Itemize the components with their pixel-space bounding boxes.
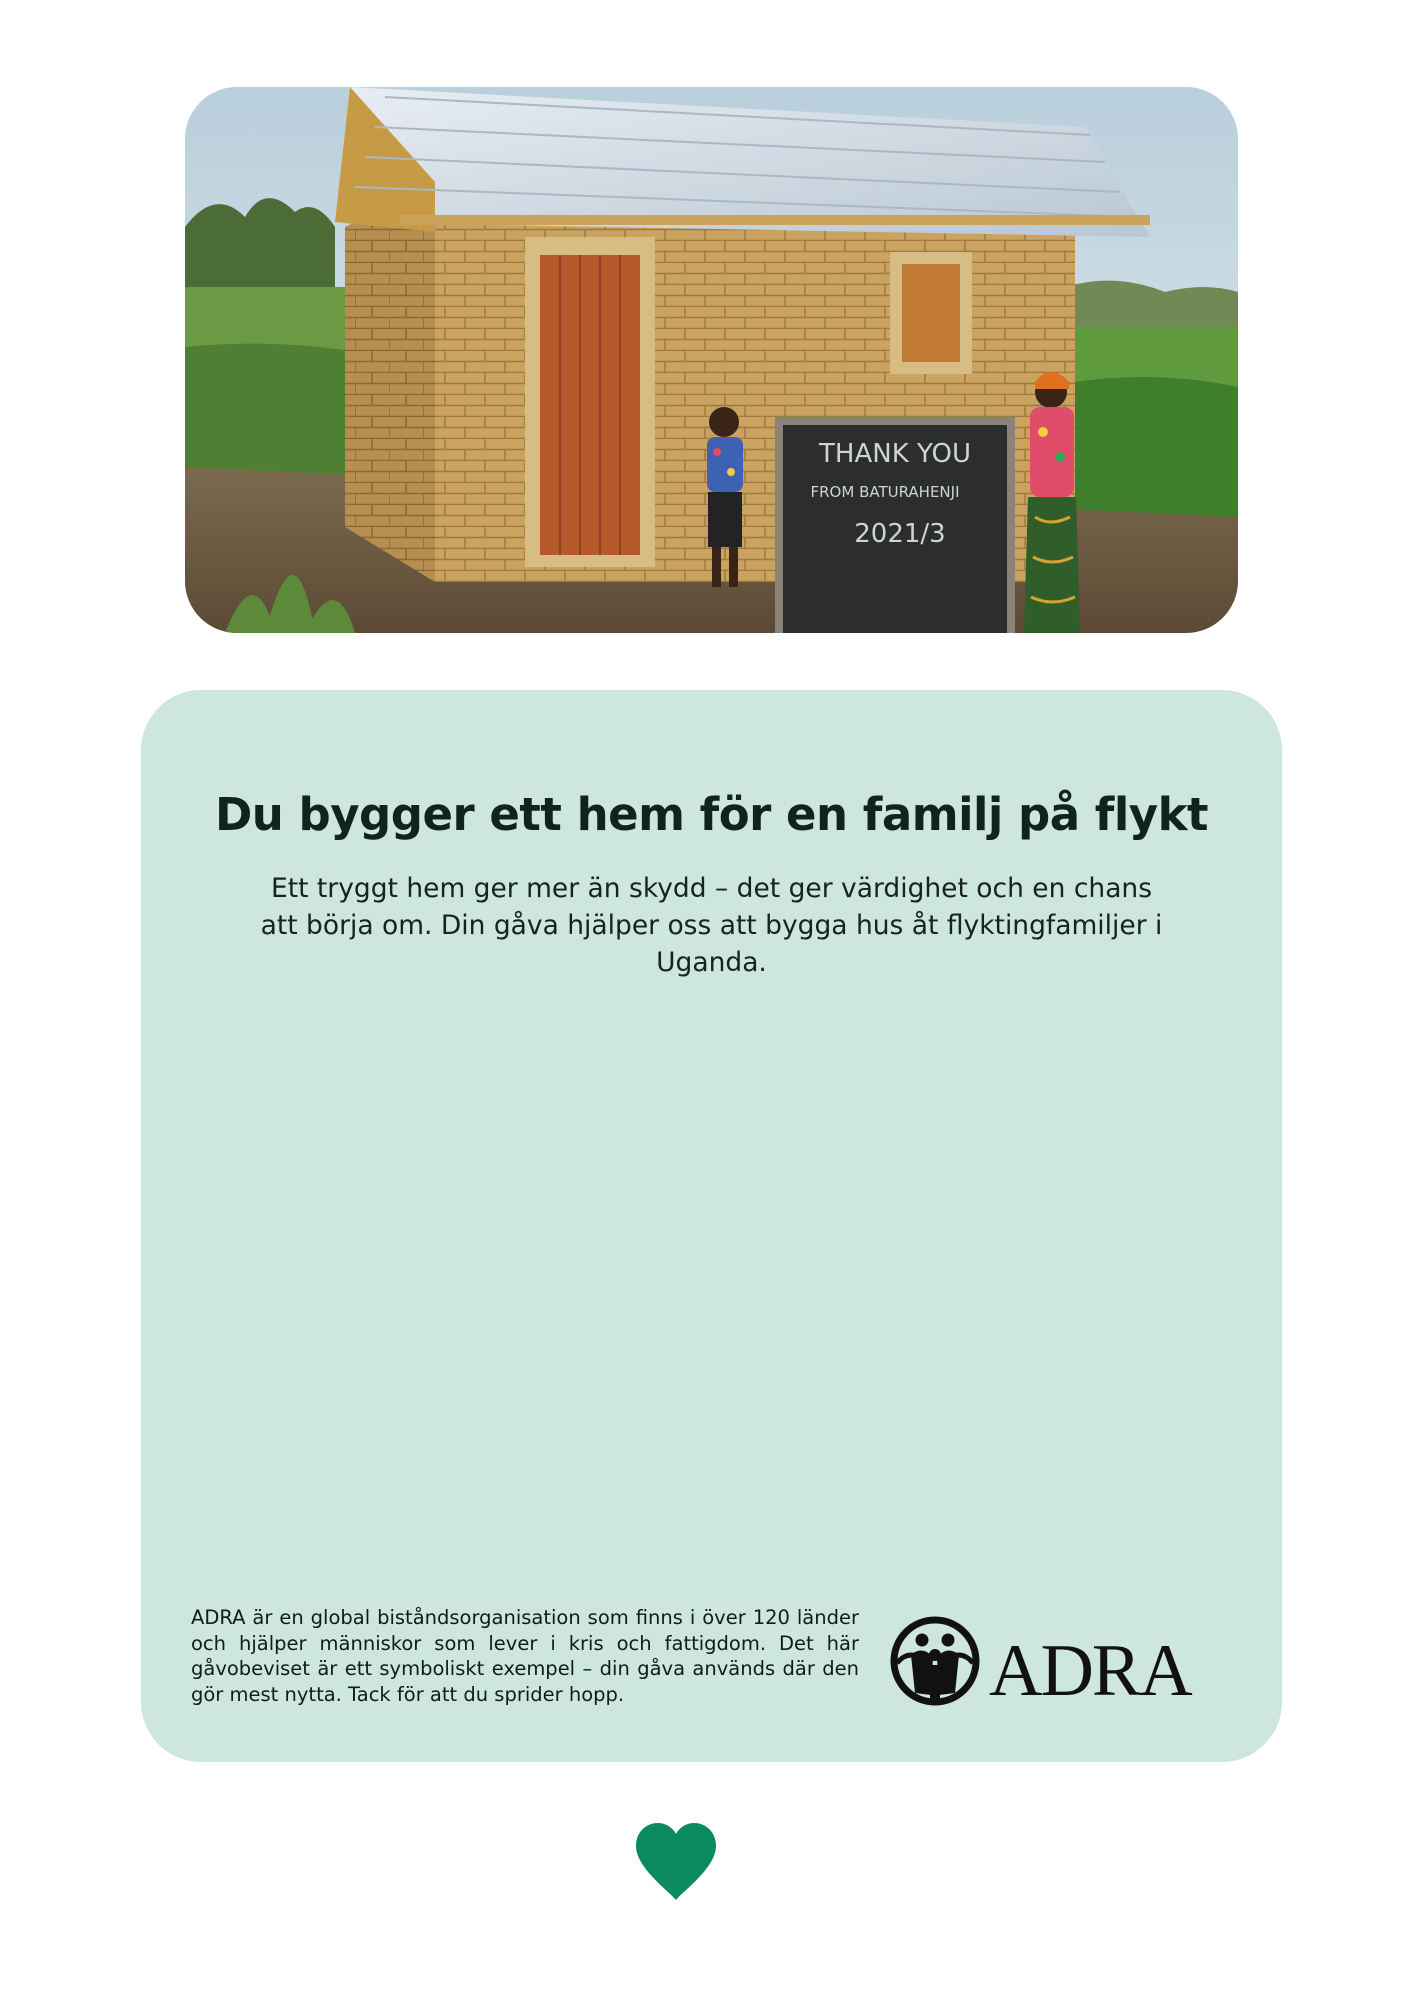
woman-figure (1024, 372, 1080, 633)
adra-emblem-icon (894, 1620, 976, 1702)
chalkboard-line-2: FROM BATURAHENJI (810, 483, 960, 501)
chalkboard (775, 417, 1015, 633)
chalkboard-line-3: 2021/3 (854, 519, 946, 549)
heart-icon (634, 1822, 718, 1902)
adra-wordmark: ADRA (989, 1630, 1191, 1712)
info-card (141, 690, 1282, 1762)
house-illustration (185, 87, 1238, 633)
house-photo (185, 87, 1238, 633)
lead-paragraph: Ett tryggt hem ger mer än skydd – det ger värdighet och en chans att börja om. Din gåva hjälper oss att bygga hus åt flyktingfamiljer i Uganda. (260, 873, 1163, 978)
about-adra-text: ADRA är en global biståndsorganisation som finns i över 120 länder och hjälper människor som lever i kris och fattigdom. Det här gåvobeviset är ett symboliskt exempel – din gåva används där den gör mest nytta. Tack för att du sprider hopp. (191, 1606, 859, 1706)
page-title: Du bygger ett hem för en familj på flykt (214, 788, 1209, 841)
adra-logo (889, 1615, 1239, 1711)
chalkboard-line-1: THANK YOU (819, 439, 971, 469)
